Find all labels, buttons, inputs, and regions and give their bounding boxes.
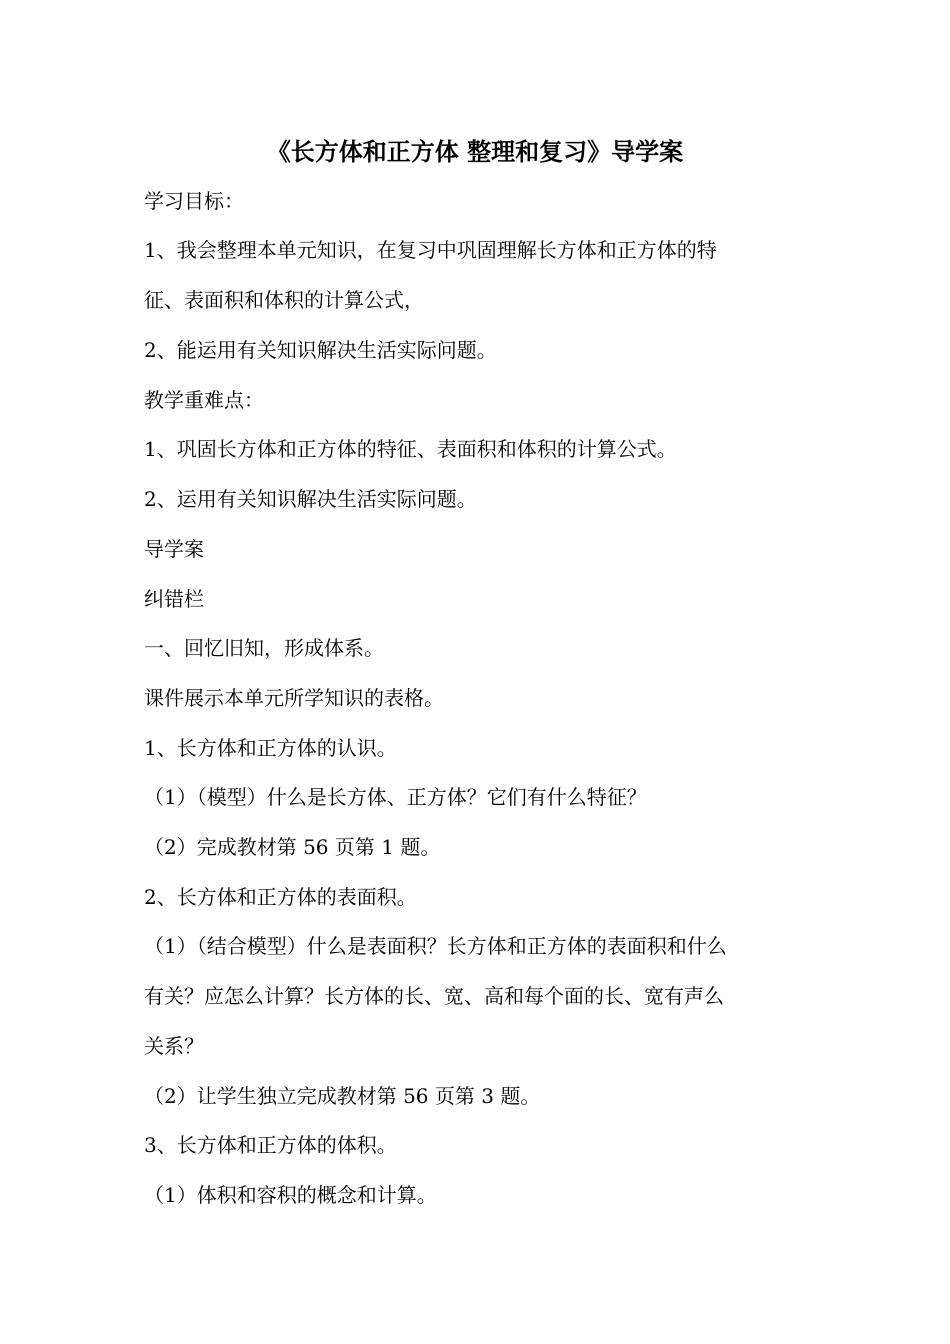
courseware-note: 课件展示本单元所学知识的表格。 [144,686,444,710]
topic-2-item-2: （2）让学生独立完成教材第 56 页第 3 题。 [144,1084,541,1108]
section-heading-corrections: 纠错栏 [144,587,204,611]
document-title: 《长方体和正方体 整理和复习》导学案 [266,137,684,166]
topic-3-heading: 3、长方体和正方体的体积。 [144,1133,397,1157]
part-1-heading: 一、回忆旧知，形成体系。 [144,636,384,660]
key-point-1: 1、巩固长方体和正方体的特征、表面积和体积的计算公式。 [144,437,677,461]
topic-2-item-1-line-3: 关系？ [144,1034,204,1058]
section-heading-learning-goals: 学习目标： [144,189,244,213]
goal-2: 2、能运用有关知识解决生活实际问题。 [144,338,497,362]
topic-2-heading: 2、长方体和正方体的表面积。 [144,885,417,909]
topic-3-item-1: （1）体积和容积的概念和计算。 [144,1183,437,1207]
goal-1-line-2: 征、表面积和体积的计算公式， [144,288,424,312]
goal-1-line-1: 1、我会整理本单元知识，在复习中巩固理解长方体和正方体的特 [144,238,717,262]
topic-1-item-1: （1）（模型）什么是长方体、正方体？它们有什么特征？ [144,785,647,809]
topic-2-item-1-line-2: 有关？应怎么计算？长方体的长、宽、高和每个面的长、宽有声么 [144,984,724,1008]
section-heading-key-points: 教学重难点： [144,388,264,412]
topic-1-heading: 1、长方体和正方体的认识。 [144,736,397,760]
key-point-2: 2、运用有关知识解决生活实际问题。 [144,487,477,511]
section-heading-guide: 导学案 [144,537,204,561]
topic-2-item-1-line-1: （1）（结合模型）什么是表面积？长方体和正方体的表面积和什么 [144,934,727,958]
topic-1-item-2: （2）完成教材第 56 页第 1 题。 [144,835,441,859]
